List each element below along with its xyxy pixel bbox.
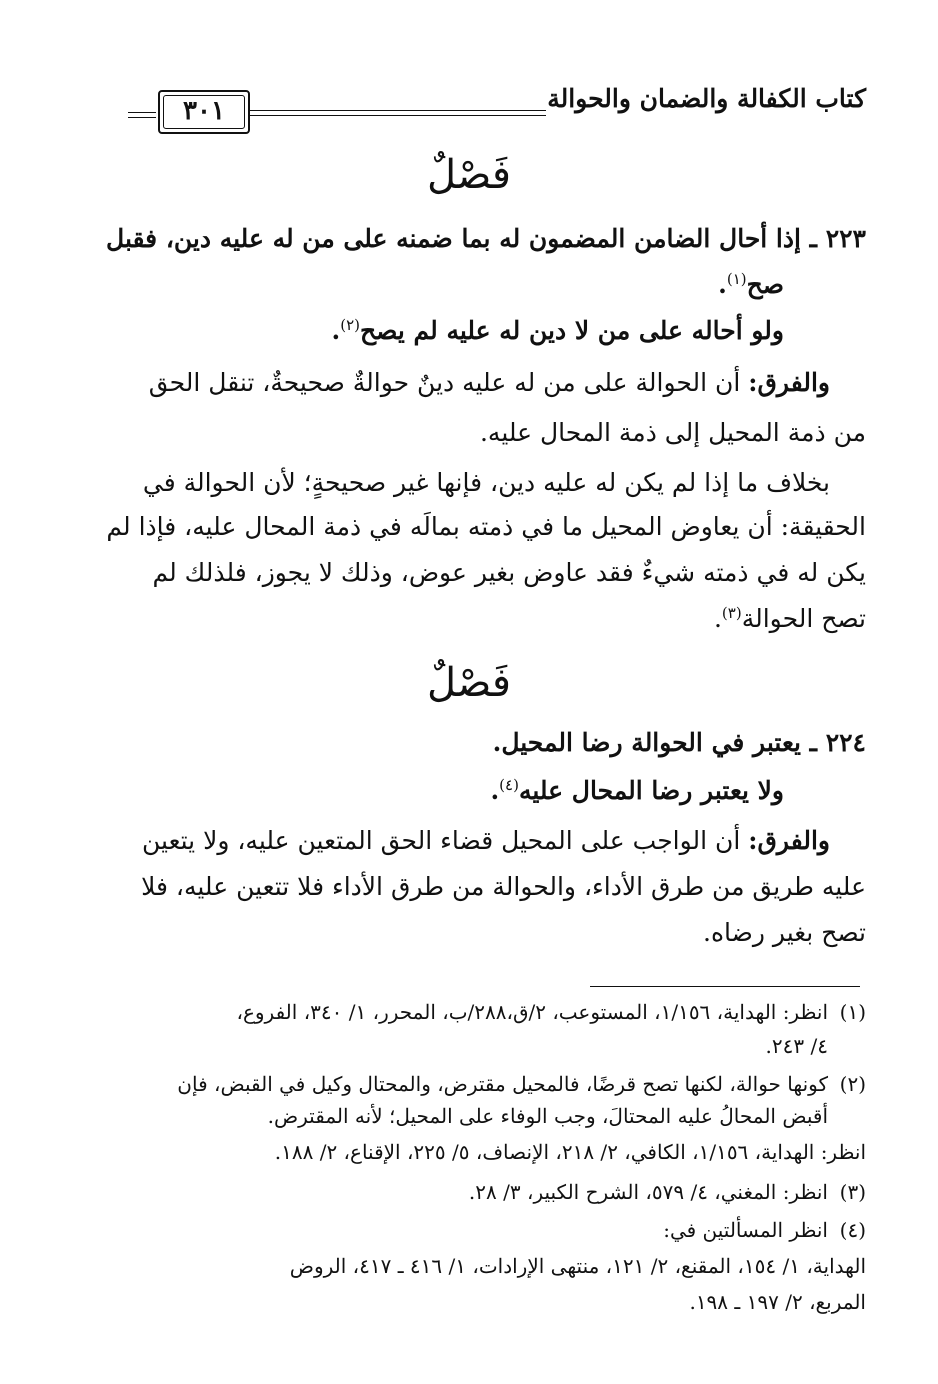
footnote-ref-2: (٢) xyxy=(340,316,360,334)
khilaf-line-2: الحقيقة: أن يعاوض المحيل ما في ذمته بمالَه في ذمة المحال عليه، فإذا لم xyxy=(106,512,866,541)
farq-label: والفرق: xyxy=(748,826,830,855)
footnote-2-line-2: أقبض المحالُ عليه المحتالَ، وجب الوفاء على المحيل؛ لأنه المقترض. xyxy=(267,1104,828,1128)
footnote-1-line-1: انظر: الهداية، ١/١٥٦، المستوعب، ٢/ق،٢٨٨/ب، المحرر، ١/ ٣٤٠، الفروع، xyxy=(236,1000,828,1024)
khilaf-line-1: بخلاف ما إذا لم يكن له عليه دين، فإنها غير صحيحةٍ؛ لأن الحوالة في xyxy=(142,468,830,497)
running-header-title: كتاب الكفالة والضمان والحوالة xyxy=(547,84,866,113)
farq-1-line-1: والفرق: أن الحوالة على من له عليه دينٌ حوالةٌ صحيحةٌ، تنقل الحق xyxy=(148,368,830,397)
farq-2-line-3: تصح بغير رضاه. xyxy=(703,918,866,947)
page-number-frame xyxy=(158,90,250,134)
header-rule-left xyxy=(128,112,156,118)
footnote-separator xyxy=(590,986,860,987)
footnote-3-line-1: انظر: المغني، ٤/ ٥٧٩، الشرح الكبير، ٣/ ٢٨. xyxy=(468,1180,828,1204)
section-heading: فَصْلٌ xyxy=(426,152,512,198)
farq-1-line-2: من ذمة المحيل إلى ذمة المحال عليه. xyxy=(479,418,866,447)
footnote-1-marker: (١) xyxy=(839,1000,866,1024)
footnote-ref-3: (٣) xyxy=(721,604,742,622)
issue-224-line-1: ٢٢٤ ـ يعتبر في الحوالة رضا المحيل. xyxy=(492,728,866,757)
khilaf-line-3: يكن له في ذمته شيءٌ فقد عاوض بغير عوض، وذلك لا يجوز، فلذلك لم xyxy=(152,558,866,587)
footnote-3-marker: (٣) xyxy=(839,1180,866,1204)
footnote-4-marker: (٤) xyxy=(839,1218,866,1242)
page-number: ٣٠١ xyxy=(183,96,225,126)
header-rule-right xyxy=(248,110,546,116)
footnote-4-line-1: انظر المسألتين في: xyxy=(663,1218,828,1242)
footnote-4-line-3: المربع، ٢/ ١٩٧ ـ ١٩٨. xyxy=(689,1290,866,1314)
footnote-2-marker: (٢) xyxy=(839,1072,866,1096)
farq-2-line-2: عليه طريق من طرق الأداء، والحوالة من طرق الأداء فلا تتعين عليه، فلا xyxy=(141,872,866,901)
footnote-1-line-2: ٤/ ٢٤٣. xyxy=(765,1034,828,1058)
footnote-2-line-3: انظر: الهداية، ١/١٥٦، الكافي، ٢/ ٢١٨، الإنصاف، ٥/ ٢٢٥، الإقناع، ٢/ ١٨٨. xyxy=(274,1140,866,1164)
issue-223-line-3: ولو أحاله على من لا دين له عليه لم يصح$^{(٢)}$. xyxy=(331,316,784,345)
issue-223-line-2: صح$^{(١)}$. xyxy=(718,270,784,299)
farq-label: والفرق: xyxy=(748,368,830,397)
issue-223-line-1: ٢٢٣ ـ إذا أحال الضامن المضمون له بما ضمنه على من له عليه دين، فقبل xyxy=(106,224,866,253)
farq-2-line-1: والفرق: أن الواجب على المحيل قضاء الحق المتعين عليه، ولا يتعين xyxy=(142,826,830,855)
footnote-ref-4: (٤) xyxy=(499,776,519,794)
footnote-2-line-1: كونها حوالة، لكنها تصح قرضًا، فالمحيل مقترض، والمحتال وكيل في القبض، فإن xyxy=(177,1072,828,1096)
footnote-ref-1: (١) xyxy=(726,270,747,288)
khilaf-line-4: تصح الحوالة$^{(٣)}$. xyxy=(713,604,866,633)
footnote-4-line-2: الهداية، ١/ ١٥٤، المقنع، ٢/ ١٢١، منتهى الإرادات، ١/ ٤١٦ ـ ٤١٧، الروض xyxy=(289,1254,866,1278)
section-heading: فَصْلٌ xyxy=(426,660,512,706)
issue-224-line-2: ولا يعتبر رضا المحال عليه$^{(٤)}$. xyxy=(490,776,784,805)
